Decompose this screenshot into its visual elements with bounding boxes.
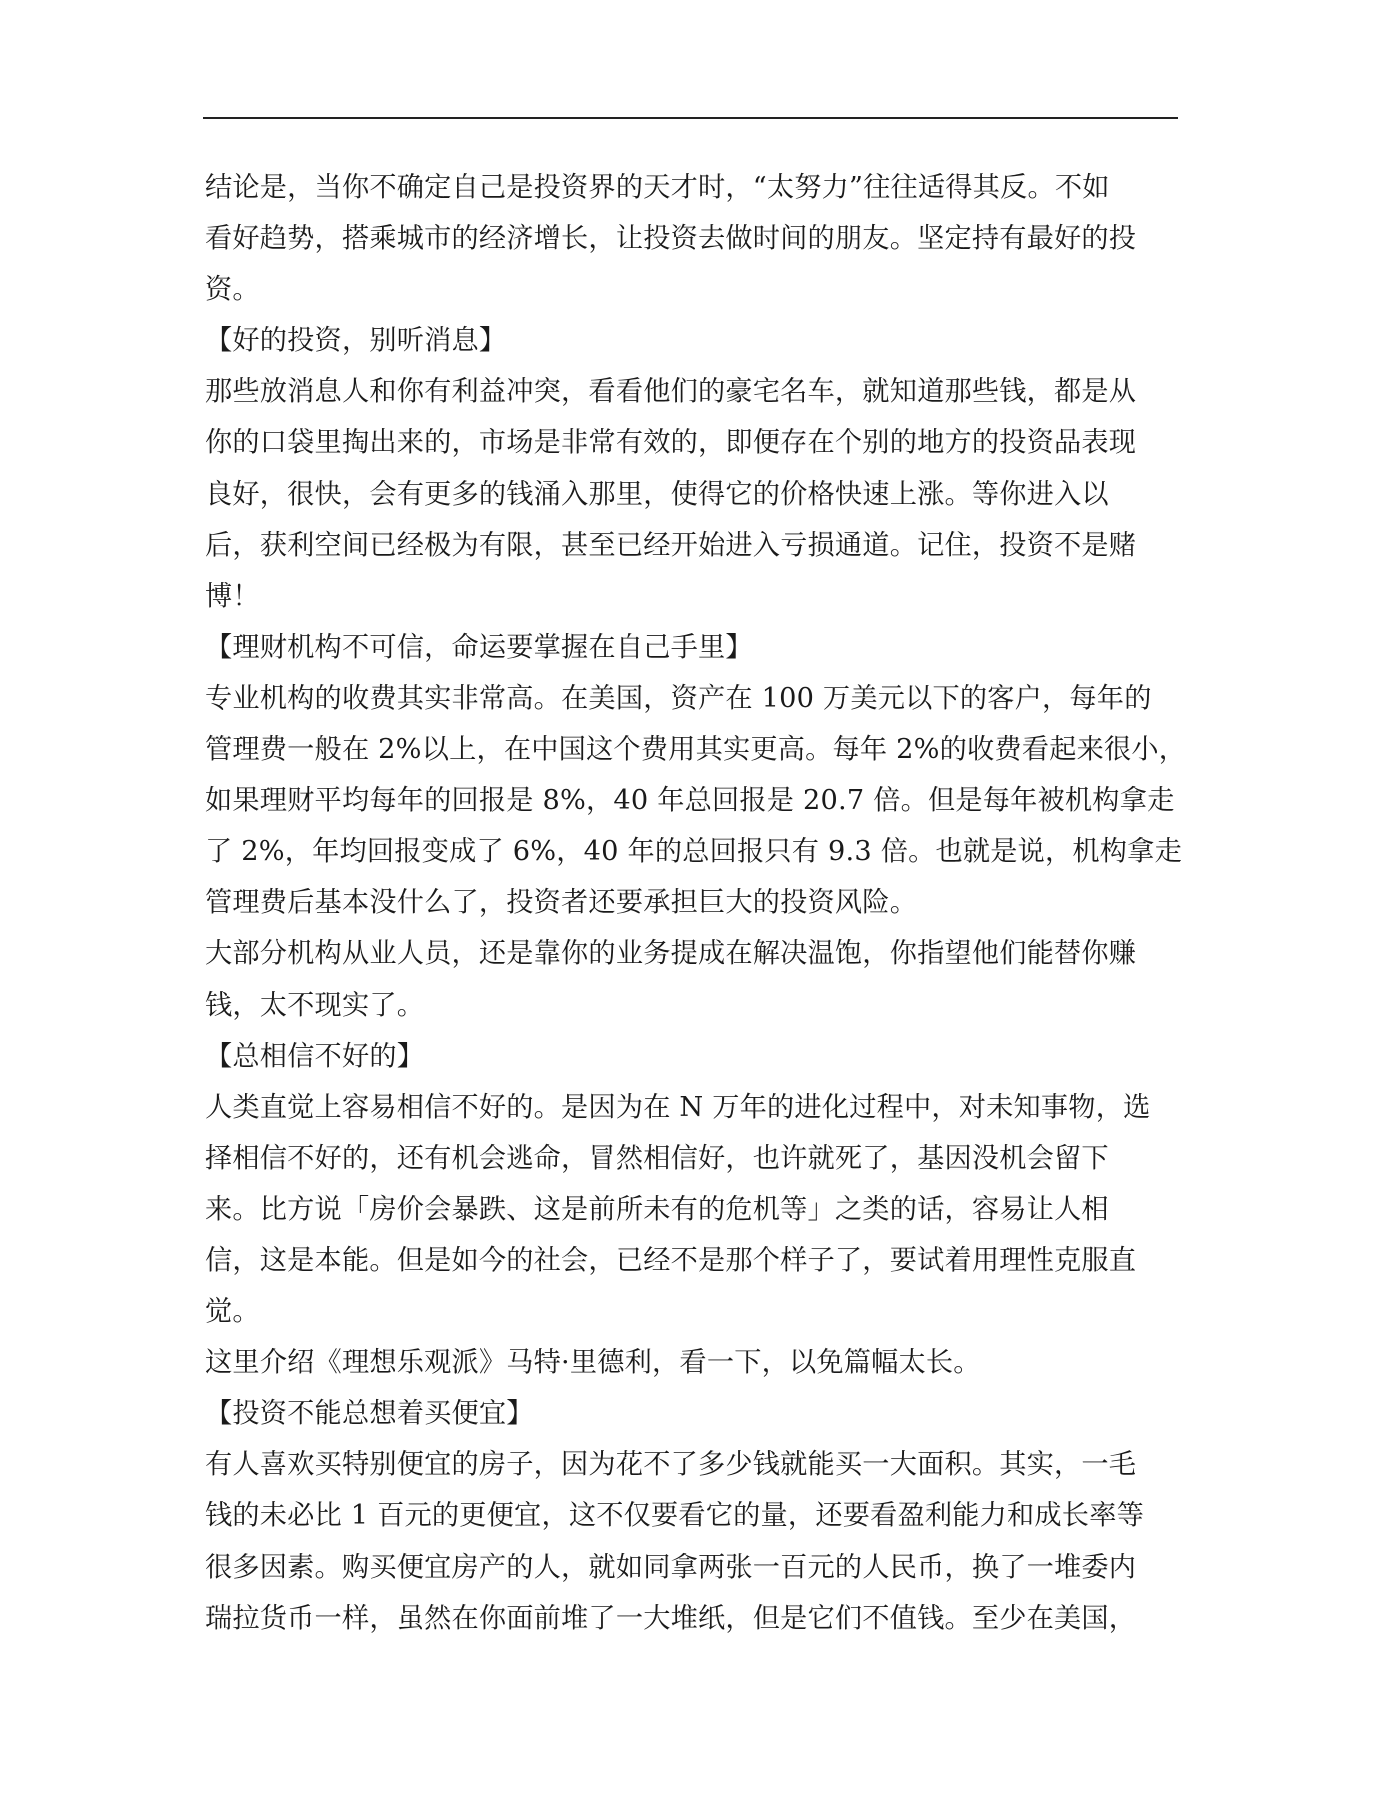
text-line: 结论是，当你不确定自己是投资界的天才时，“太努力”往往适得其反。不如 <box>205 172 1110 203</box>
text-line: 瑞拉货币一样，虽然在你面前堆了一大堆纸，但是它们不值钱。至少在美国， <box>205 1602 1137 1634</box>
text-line: 有人喜欢买特别便宜的房子，因为花不了多少钱就能买一大面积。其实，一毛 <box>205 1449 1137 1481</box>
section-heading: 【投资不能总想着买便宜】 <box>205 1398 534 1430</box>
text-line: 看好趋势，搭乘城市的经济增长，让投资去做时间的朋友。坚定持有最好的投 <box>205 223 1137 255</box>
text-line: 钱，太不现实了。 <box>205 989 425 1021</box>
text-line: 了 2%，年均回报变成了 6%，40 年的总回报只有 9.3 倍。也就是说，机构拿走 <box>205 836 1182 868</box>
header-divider <box>203 117 1178 119</box>
text-line: 良好，很快，会有更多的钱涌入那里，使得它的价格快速上涨。等你进入以 <box>205 478 1109 510</box>
text-line: 觉。 <box>205 1296 260 1328</box>
text-line: 很多因素。购买便宜房产的人，就如同拿两张一百元的人民币，换了一堆委内 <box>205 1551 1137 1583</box>
text-line: 这里介绍《理想乐观派》马特·里德利，看一下，以免篇幅太长。 <box>205 1347 981 1379</box>
text-line: 信，这是本能。但是如今的社会，已经不是那个样子了，要试着用理性克服直 <box>205 1244 1137 1276</box>
text-line: 那些放消息人和你有利益冲突，看看他们的豪宅名车，就知道那些钱，都是从 <box>205 376 1137 408</box>
text-line: 资。 <box>205 274 260 306</box>
text-line: 专业机构的收费其实非常高。在美国，资产在 100 万美元以下的客户，每年的 <box>205 682 1152 714</box>
text-line: 管理费一般在 2%以上，在中国这个费用其实更高。每年 2%的收费看起来很小， <box>205 734 1187 766</box>
text-line: 如果理财平均每年的回报是 8%，40 年总回报是 20.7 倍。但是每年被机构拿走 <box>205 785 1175 817</box>
section-heading: 【理财机构不可信，命运要掌握在自己手里】 <box>205 631 753 663</box>
text-line: 博！ <box>205 580 260 612</box>
text-line: 钱的未必比 1 百元的更便宜，这不仅要看它的量，还要看盈利能力和成长率等 <box>205 1500 1144 1532</box>
text-line: 你的口袋里掏出来的，市场是非常有效的，即便存在个别的地方的投资品表现 <box>205 427 1137 459</box>
text-line: 大部分机构从业人员，还是靠你的业务提成在解决温饱，你指望他们能替你赚 <box>205 938 1137 970</box>
text-line: 人类直觉上容易相信不好的。是因为在 N 万年的进化过程中，对未知事物，选 <box>205 1091 1151 1123</box>
text-line: 管理费后基本没什么了，投资者还要承担巨大的投资风险。 <box>205 887 918 919</box>
text-line: 择相信不好的，还有机会逃命，冒然相信好，也许就死了，基因没机会留下 <box>205 1142 1109 1174</box>
section-heading: 【好的投资，别听消息】 <box>205 325 507 357</box>
body-text <box>205 162 1187 1644</box>
section-heading: 【总相信不好的】 <box>205 1040 425 1072</box>
text-line: 后，获利空间已经极为有限，甚至已经开始进入亏损通道。记住，投资不是赌 <box>205 529 1137 561</box>
text-line: 来。比方说「房价会暴跌、这是前所未有的危机等」之类的话，容易让人相 <box>205 1193 1109 1225</box>
